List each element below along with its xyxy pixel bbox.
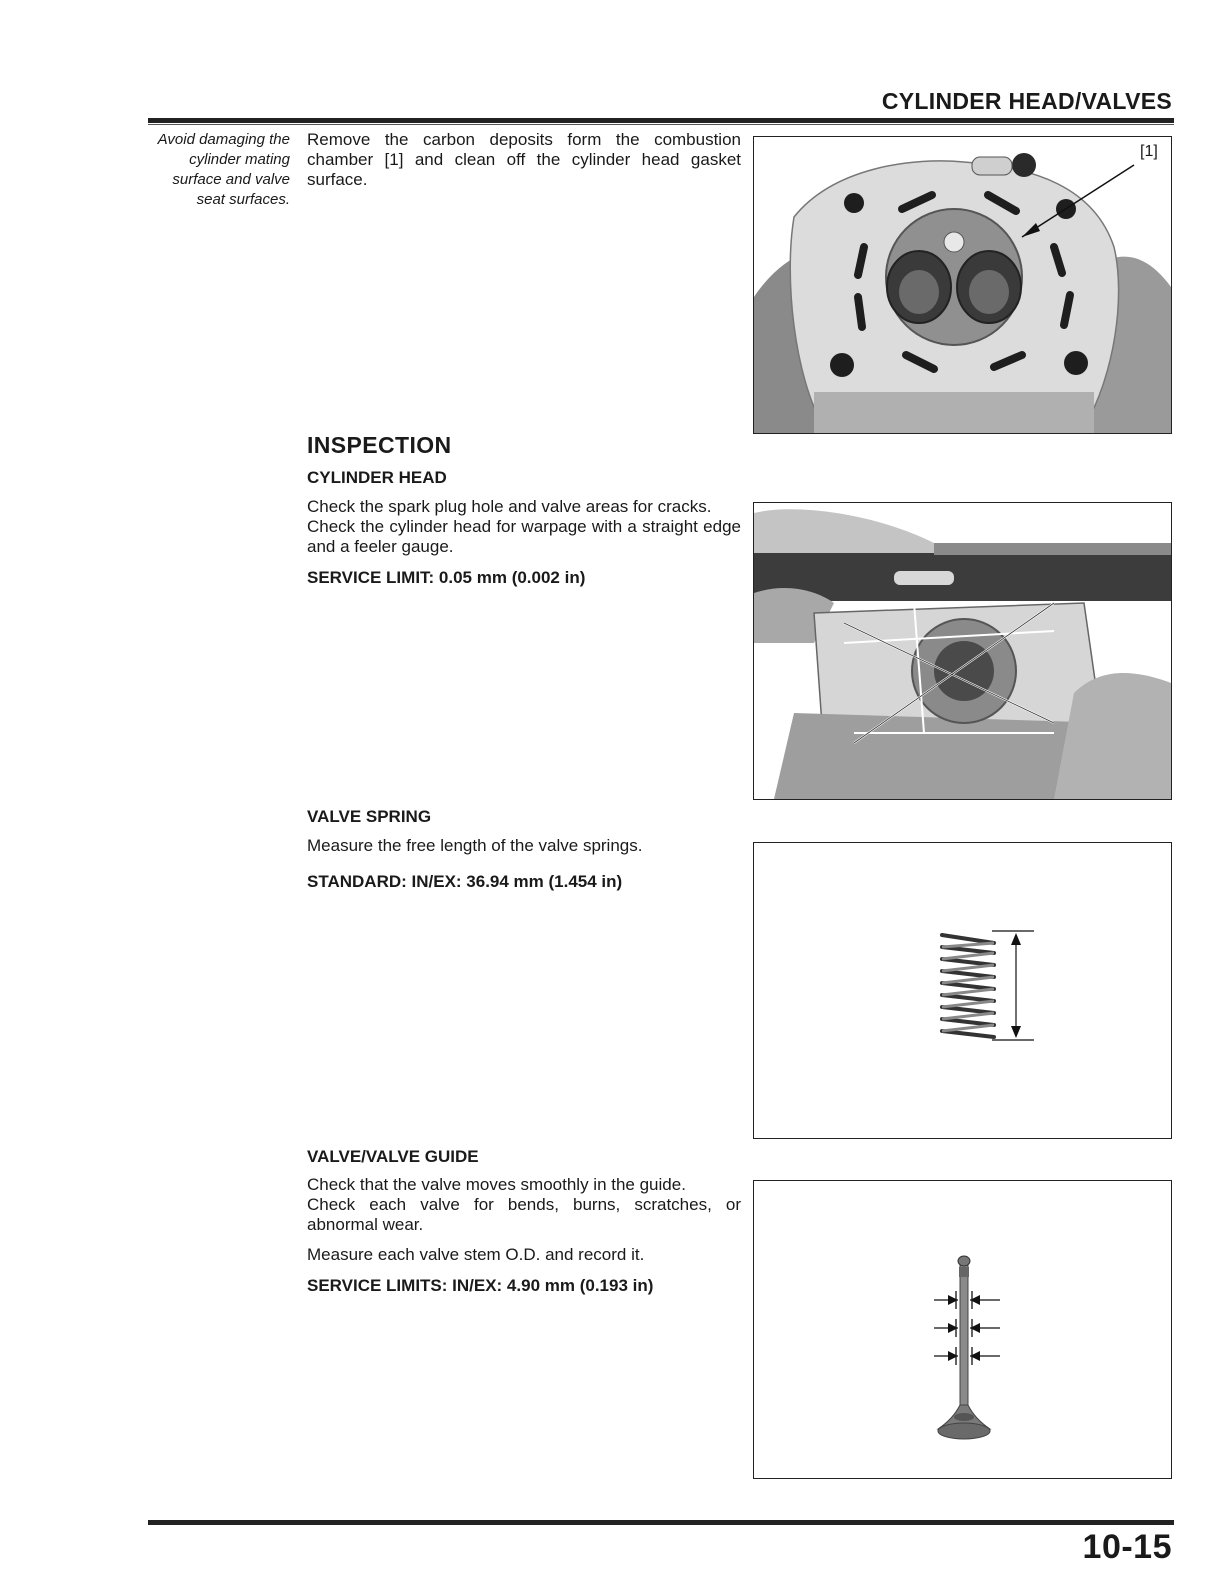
cylinder-head-spec: SERVICE LIMIT: 0.05 mm (0.002 in) xyxy=(307,568,586,587)
intro-paragraph: Remove the carbon deposits form the combustion chamber [1] and clean off the cylinder head gasket surface. xyxy=(307,130,741,189)
combustion-chamber-photo xyxy=(754,137,1171,433)
valve-guide-line3: Measure each valve stem O.D. and record it. xyxy=(307,1245,645,1264)
valve-spring-figure xyxy=(753,842,1172,1139)
header-rule xyxy=(148,118,1174,123)
margin-caution-note xyxy=(130,130,290,210)
margin-note-line: cylinder mating xyxy=(189,151,290,168)
inspection-heading: INSPECTION xyxy=(307,432,452,458)
warpage-check-figure xyxy=(753,502,1172,800)
valve-spring-drawing xyxy=(754,843,1171,1138)
figure-callout-1: [1] xyxy=(1140,143,1158,160)
cylinder-head-title: CYLINDER HEAD xyxy=(307,468,447,487)
cylinder-head-line1: Check the spark plug hole and valve areas for cracks. xyxy=(307,497,712,516)
valve-spring-text: Measure the free length of the valve springs. xyxy=(307,836,643,855)
page-number: 10-15 xyxy=(1082,1528,1172,1566)
warpage-check-photo xyxy=(754,503,1171,799)
valve-guide-text xyxy=(307,1175,741,1235)
footer-rule xyxy=(148,1520,1174,1525)
valve-guide-line2: Check each valve for bends, burns, scratches, or abnormal wear. xyxy=(307,1195,741,1234)
section-title: CYLINDER HEAD/VALVES xyxy=(881,88,1172,114)
valve-guide-spec: SERVICE LIMITS: IN/EX: 4.90 mm (0.193 in) xyxy=(307,1276,654,1295)
valve-stem-figure xyxy=(753,1180,1172,1479)
header-rule-thin xyxy=(148,124,1174,125)
valve-stem-drawing xyxy=(754,1181,1171,1478)
valve-guide-line1: Check that the valve moves smoothly in the guide. xyxy=(307,1175,686,1194)
valve-spring-spec: STANDARD: IN/EX: 36.94 mm (1.454 in) xyxy=(307,872,623,891)
cylinder-head-text xyxy=(307,497,741,557)
valve-spring-title: VALVE SPRING xyxy=(307,807,432,826)
cylinder-head-line2: Check the cylinder head for warpage with a straight edge and a feeler gauge. xyxy=(307,517,741,556)
valve-guide-title: VALVE/VALVE GUIDE xyxy=(307,1147,479,1166)
margin-note-line: Avoid damaging the xyxy=(157,131,290,148)
margin-note-line: surface and valve xyxy=(172,171,290,188)
margin-note-line: seat surfaces. xyxy=(196,191,290,208)
combustion-chamber-figure xyxy=(753,136,1172,434)
